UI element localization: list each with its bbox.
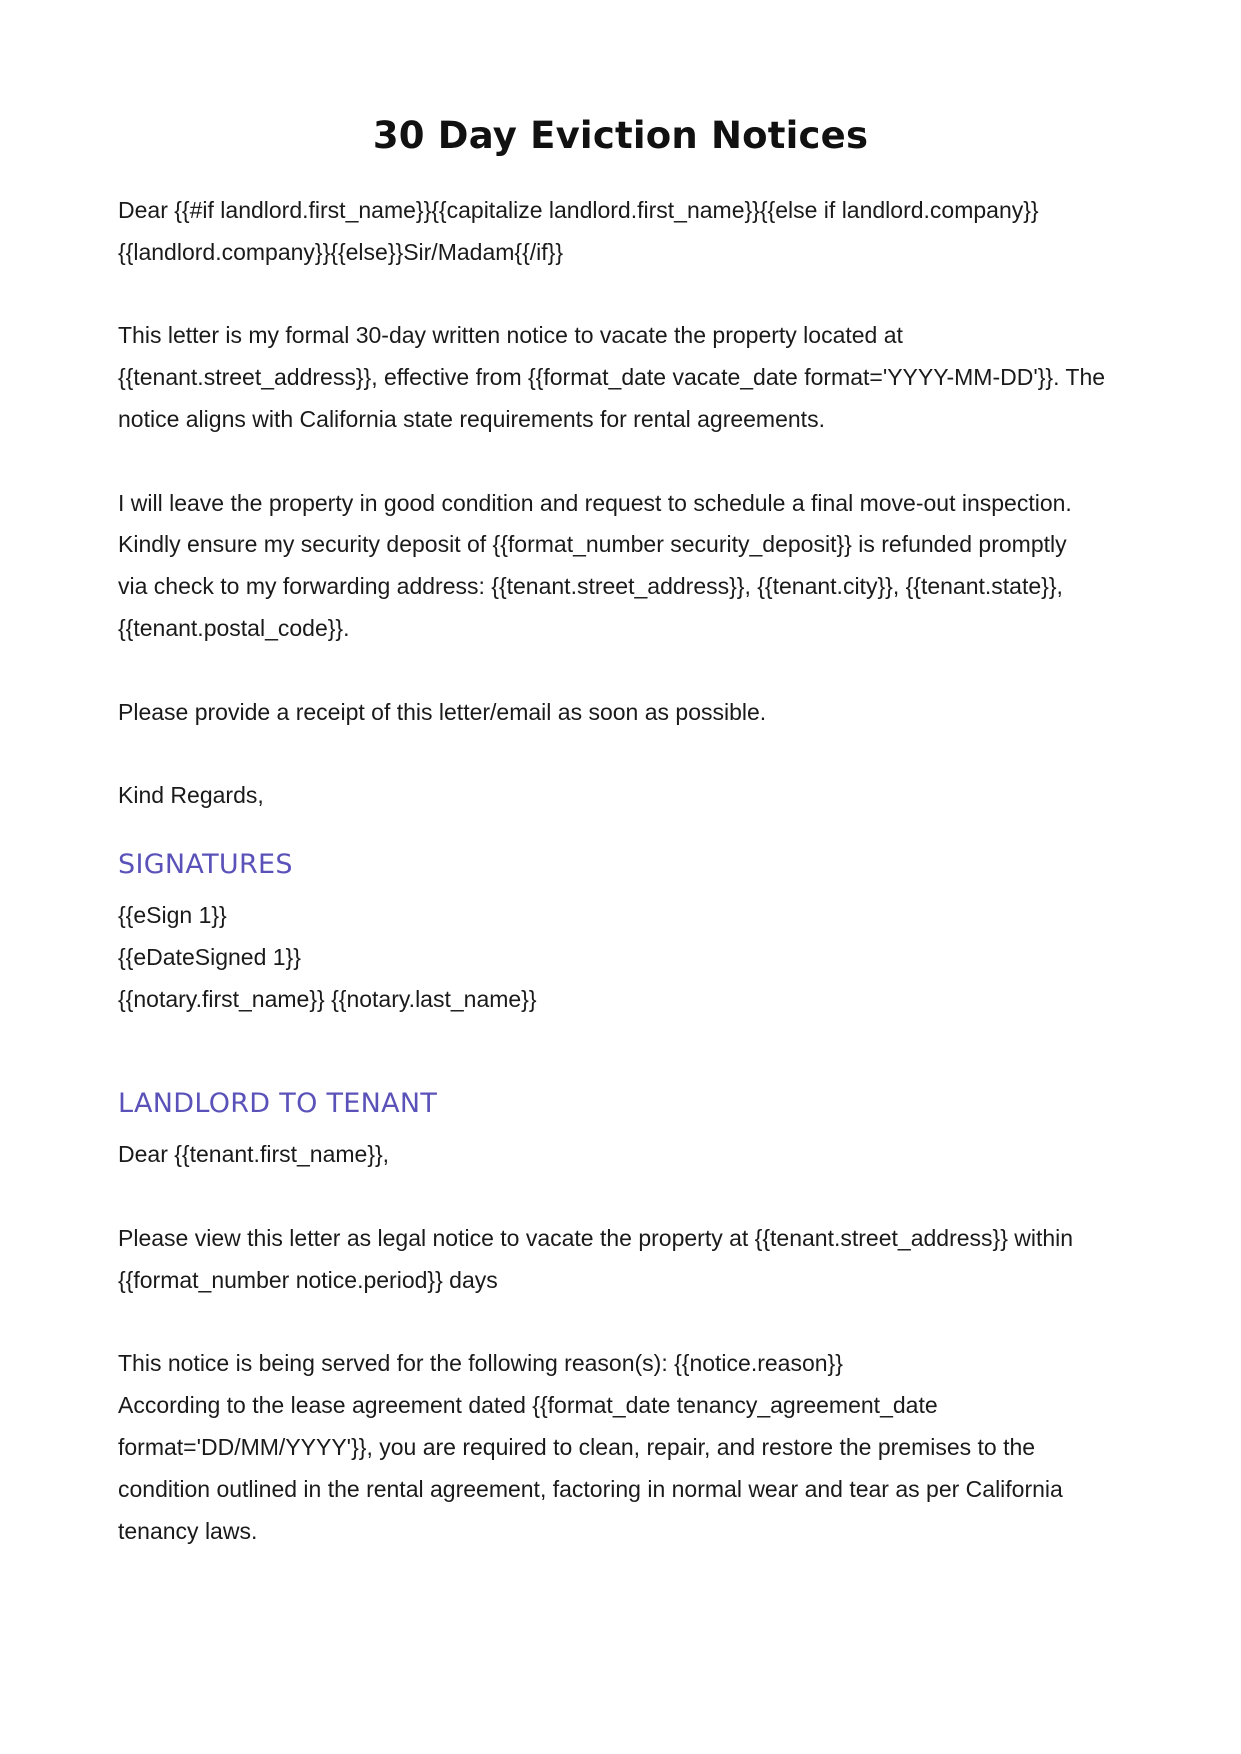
landlord-paragraph-line: condition outlined in the rental agreement, factoring in normal wear and tear as per California [118,1475,1063,1502]
landlord-paragraph-line: tenancy laws. [118,1517,258,1544]
landlord-paragraph-line: {{format_number notice.period}} days [118,1266,498,1293]
document-title: 30 Day Eviction Notices [372,114,869,157]
tenant-paragraph-line: notice aligns with California state requirements for rental agreements. [118,405,825,432]
signature-line-notary: {{notary.first_name}} {{notary.last_name}} [118,985,537,1012]
landlord-paragraph-line: Please view this letter as legal notice to vacate the property at {{tenant.street_address}} within [118,1224,1074,1251]
signature-line-esign: {{eSign 1}} [118,901,227,928]
signature-line-date: {{eDateSigned 1}} [118,943,301,970]
tenant-salutation-line: Dear {{#if landlord.first_name}}{{capitalize landlord.first_name}}{{else if landlord.company}} [118,197,1039,223]
landlord-to-tenant-heading: LANDLORD TO TENANT [118,1088,438,1120]
tenant-salutation-line: {{landlord.company}}{{else}}Sir/Madam{{/if}} [118,238,564,265]
landlord-paragraph-line: This notice is being served for the following reason(s): {{notice.reason}} [118,1350,843,1377]
landlord-salutation: Dear {{tenant.first_name}}, [118,1141,390,1168]
document-body [118,190,1128,1552]
tenant-receipt-request: Please provide a receipt of this letter/email as soon as possible. [118,698,767,725]
signatures-heading: SIGNATURES [118,848,293,880]
tenant-paragraph-line: This letter is my formal 30-day written notice to vacate the property located at [118,322,903,349]
tenant-paragraph-line: Kindly ensure my security deposit of {{format_number security_deposit}} is refunded promptly [118,531,1067,558]
tenant-paragraph-line: {{tenant.postal_code}}. [118,614,350,641]
tenant-closing: Kind Regards, [118,782,264,809]
tenant-paragraph-line: {{tenant.street_address}}, effective from {{format_date vacate_date format='YYYY-MM-DD'}}. The [118,364,1106,391]
landlord-paragraph-line: According to the lease agreement dated {{format_date tenancy_agreement_date [118,1392,938,1419]
tenant-paragraph-line: I will leave the property in good condition and request to schedule a final move-out inspection. [118,489,1072,516]
landlord-paragraph-line: format='DD/MM/YYYY'}}, you are required to clean, repair, and restore the premises to the [118,1433,1036,1460]
tenant-paragraph-line: via check to my forwarding address: {{tenant.street_address}}, {{tenant.city}}, {{tenant.state}}, [118,573,1063,600]
